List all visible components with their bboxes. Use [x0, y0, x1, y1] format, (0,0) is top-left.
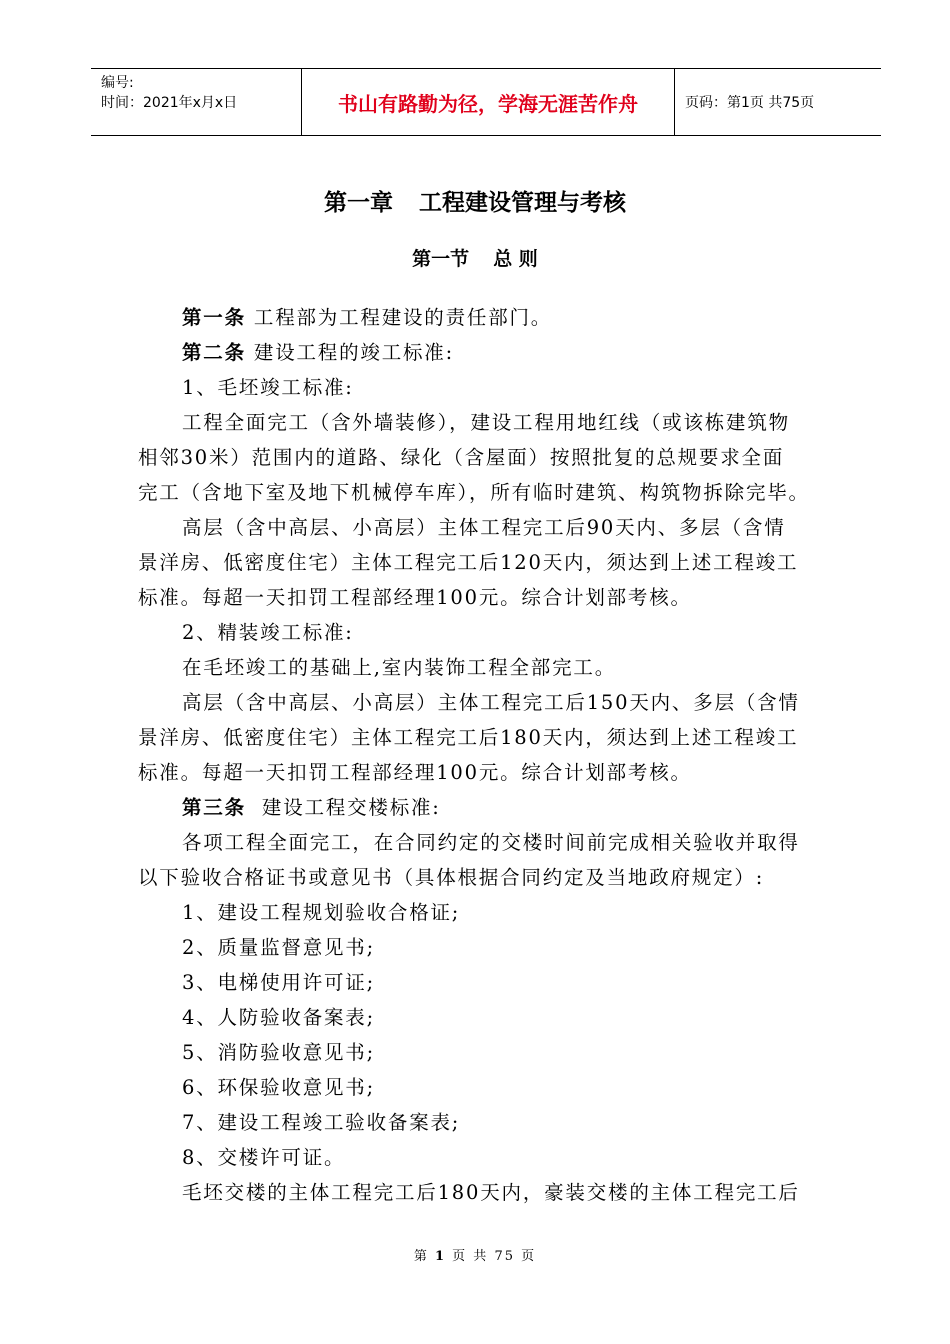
list-item: 8、交楼许可证。 — [182, 1146, 346, 1169]
paragraph-line: 标准。每超一天扣罚工程部经理100元。综合计划部考核。 — [138, 586, 692, 609]
paragraph-line: 高层（含中高层、小高层）主体工程完工后90天内、多层（含情 — [182, 516, 786, 539]
paragraph-line: 工程全面完工（含外墙装修），建设工程用地红线（或该栋建筑物 — [182, 411, 790, 434]
section-number: 第一节 — [412, 248, 470, 270]
paragraph-line: 相邻30米）范围内的道路、绿化（含屋面）按照批复的总规要求全面 — [138, 446, 785, 469]
list-item: 3、电梯使用许可证; — [182, 971, 375, 994]
paragraph-line: 高层（含中高层、小高层）主体工程完工后150天内、多层（含情 — [182, 691, 800, 714]
article-3-label: 第三条 — [182, 796, 246, 819]
article-1-label: 第一条 — [182, 306, 246, 329]
list-item: 7、建设工程竣工验收备案表; — [182, 1111, 461, 1134]
list-item: 5、消防验收意见书; — [182, 1041, 375, 1064]
chapter-name: 工程建设管理与考核 — [419, 190, 626, 216]
article-1-text: 工程部为工程建设的责任部门。 — [253, 306, 553, 329]
paragraph-line: 景洋房、低密度住宅）主体工程完工后120天内，须达到上述工程竣工 — [138, 551, 799, 574]
footer-middle: 页 共 — [452, 1249, 489, 1264]
chapter-number: 第一章 — [324, 190, 393, 216]
paragraph-line: 2、精装竣工标准: — [182, 621, 354, 644]
paragraph-line: 标准。每超一天扣罚工程部经理100元。综合计划部考核。 — [138, 761, 692, 784]
article-1 — [138, 300, 838, 335]
paragraph-line: 景洋房、低密度住宅）主体工程完工后180天内，须达到上述工程竣工 — [138, 726, 799, 749]
paragraph-line: 毛坯交楼的主体工程完工后180天内，豪装交楼的主体工程完工后 — [182, 1181, 800, 1204]
list-item: 1、建设工程规划验收合格证; — [182, 901, 461, 924]
article-3 — [138, 790, 838, 825]
paragraph-line: 在毛坯竣工的基础上,室内装饰工程全部完工。 — [182, 656, 616, 679]
article-3-text: 建设工程交楼标准: — [261, 796, 441, 819]
section-title — [0, 244, 950, 271]
article-2-label: 第二条 — [182, 341, 246, 364]
page-footer — [0, 1245, 950, 1264]
footer-page-number: 1 — [434, 1249, 447, 1264]
list-item: 6、环保验收意见书; — [182, 1076, 375, 1099]
chapter-title — [0, 184, 950, 217]
list-item: 4、人防验收备案表; — [182, 1006, 375, 1029]
paragraph-line: 各项工程全面完工，在合同约定的交楼时间前完成相关验收并取得 — [182, 831, 800, 854]
number-label: 编号: — [101, 75, 134, 91]
paragraph-line: 以下验收合格证书或意见书（具体根据合同约定及当地政府规定）: — [138, 866, 765, 889]
document-body — [138, 300, 838, 1210]
footer-prefix: 第 — [413, 1249, 429, 1264]
footer-total-pages: 75 — [494, 1249, 515, 1264]
header-page-info: 页码：第1页 共75页 — [675, 69, 882, 136]
header-motto: 书山有路勤为径，学海无涯苦作舟 — [302, 69, 675, 136]
document-header — [91, 68, 881, 136]
article-2-text: 建设工程的竣工标准: — [253, 341, 454, 364]
section-name: 总 则 — [493, 248, 538, 270]
footer-suffix: 页 — [521, 1249, 537, 1264]
list-item: 2、质量监督意见书; — [182, 936, 375, 959]
article-2 — [138, 335, 838, 370]
paragraph-line: 完工（含地下室及地下机械停车库），所有临时建筑、构筑物拆除完毕。 — [138, 481, 810, 504]
header-meta — [91, 69, 302, 136]
time-label: 时间：2021年x月x日 — [101, 95, 238, 111]
paragraph-line: 1、毛坯竣工标准: — [182, 376, 354, 399]
